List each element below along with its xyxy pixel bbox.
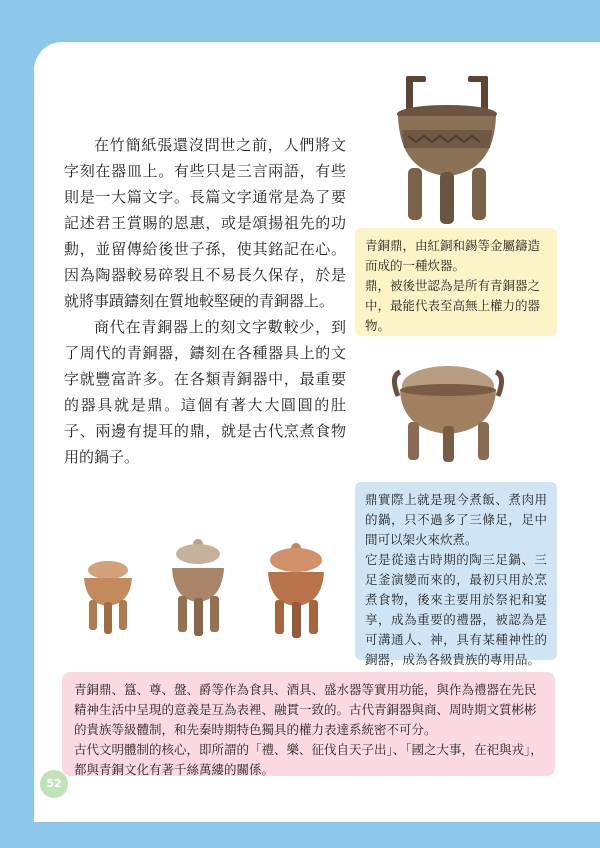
summary-line-1: 青銅鼎、簋、尊、盤、爵等作為食具、酒具、盛水器等實用功能，與作為禮器在先民精神生活中呈現的意義是互為表裡、融貫一致的。古代青銅器與商、周時期文質彬彬的貴族等級體制，和先秦時期特色獨具的權力表達系統密不可分。: [74, 682, 537, 737]
caption-bronze-ding-line-1: 青銅鼎，由紅銅和錫等金屬鑄造而成的一種炊器。: [365, 238, 541, 273]
summary-box: [62, 672, 555, 776]
body-paragraph-1: 在竹簡紙張還沒問世之前，人們將文字刻在器皿上。有些只是三言兩語，有些則是一大篇文字。長篇文字通常是為了要記述君王賞賜的恩惠，或是頌揚祖先的功勳，並留傳給後世子孫，使其銘記在心。因為陶器較易碎裂且不易長久保存，於是就將事蹟鑄刻在質地較堅硬的青銅器上。: [64, 136, 346, 310]
body-paragraph-2: 商代在青銅器上的刻文字數較少，到了周代的青銅器，鑄刻在各種器具上的文字就豐富許多。在各類青銅器中，最重要的器具就是鼎。這個有著大大圓圓的肚子、兩邊有提耳的鼎，就是古代烹煮食物用的鍋子。: [64, 318, 346, 466]
bronze-ding-illustration: [392, 72, 502, 230]
summary-line-2: 古代文明體制的核心，即所謂的「禮、樂、征伐自天子出」、「國之大事，在祀與戎」，都與青銅文化有著千絲萬縷的關係。: [74, 742, 543, 777]
bottom-frame-band: [0, 822, 600, 848]
caption-ding-explanation-line-1: 鼎實際上就是現今煮飯、煮肉用的鍋，只不過多了三條足，足中間可以架火來炊煮。: [365, 492, 547, 547]
pottery-pots-illustration: [70, 538, 340, 642]
caption-ding-explanation: [355, 482, 557, 667]
caption-bronze-ding: [355, 228, 557, 336]
pottery-ding-illustration: [388, 356, 508, 464]
caption-bronze-ding-line-2: 鼎，被後世認為是所有青銅器之中，最能代表至高無上權力的器物。: [365, 278, 541, 333]
caption-ding-explanation-line-2: 它是從遠古時期的陶三足鍋、三足釜演變而來的，最初只用於烹煮食物，後來主要用於祭祀和宴享，成為重要的禮器，被認為是可溝通人、神，具有某種神性的銅器，成為各級貴族的專用品。: [365, 552, 547, 667]
page-number-badge: 52: [40, 770, 68, 798]
